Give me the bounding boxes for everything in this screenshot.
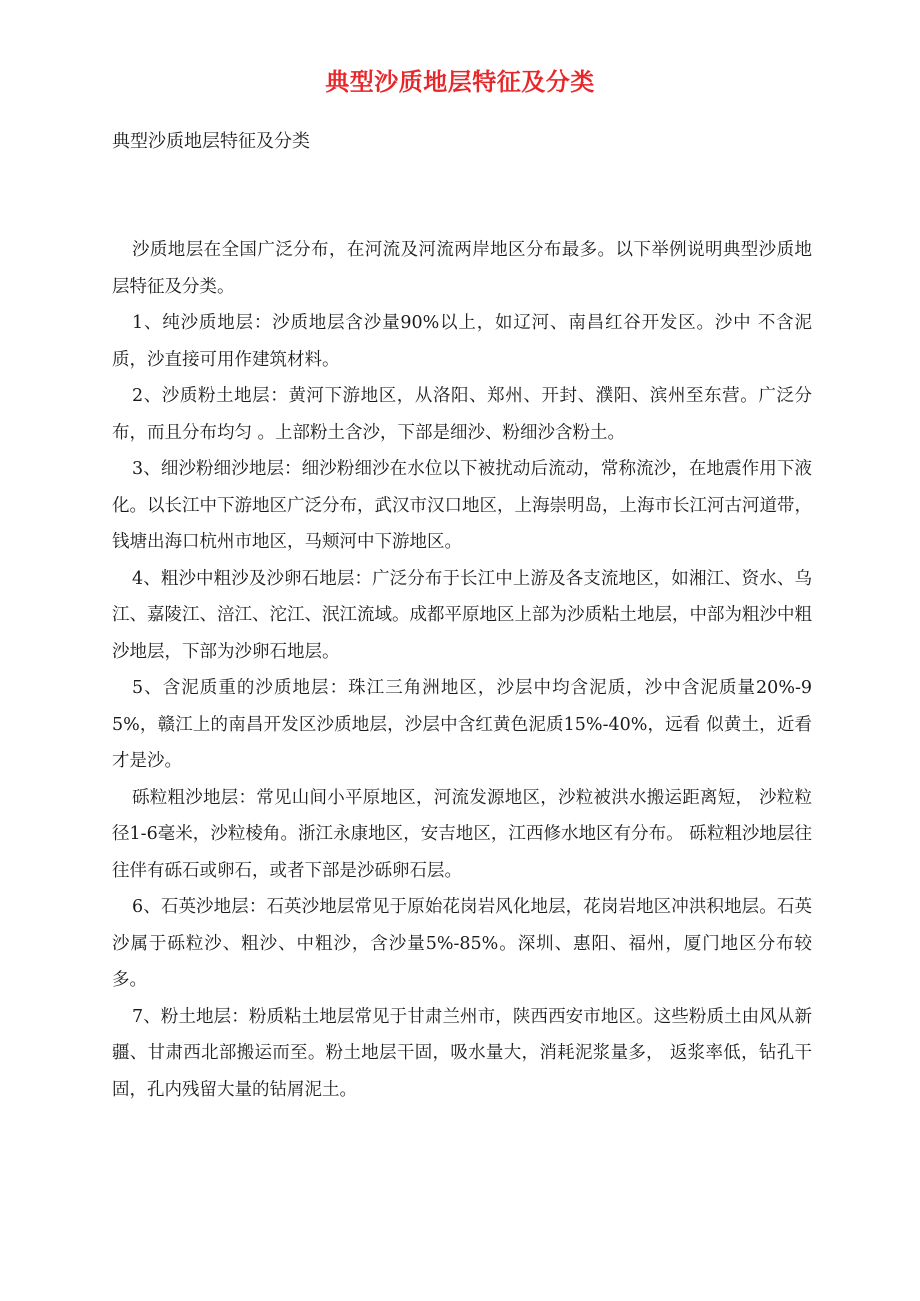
document-subtitle: 典型沙质地层特征及分类 — [112, 131, 310, 152]
document-body — [112, 232, 812, 1108]
document-title: 典型沙质地层特征及分类 — [325, 67, 595, 96]
paragraph-intro: 沙质地层在全国广泛分布，在河流及河流两岸地区分布最多。以下举例说明典型沙质地层特征及分类。 — [112, 240, 812, 297]
paragraph-quartz-sand: 6、石英沙地层：石英沙地层常见于原始花岗岩风化地层，花岗岩地区冲洪积地层。石英沙属于砾粒沙、粗沙、中粗沙，含沙量5%-85%。深圳、惠阳、福州，厦门地区分布较多。 — [112, 897, 812, 990]
paragraph-fine-sand: 3、细沙粉细沙地层：细沙粉细沙在水位以下被扰动后流动，常称流沙，在地震作用下液化。以长江中下游地区广泛分布，武汉市汉口地区，上海崇明岛，上海市长江河古河道带，钱塘出海口杭州市地区，马颊河中下游地区。 — [112, 459, 812, 552]
paragraph-pure-sand: 1、纯沙质地层：沙质地层含沙量90%以上，如辽河、南昌红谷开发区。沙中 不含泥质，沙直接可用作建筑材料。 — [112, 313, 812, 370]
paragraph-gravel-sand: 砾粒粗沙地层：常见山间小平原地区，河流发源地区，沙粒被洪水搬运距离短， 沙粒粒径1-6毫米，沙粒棱角。浙江永康地区，安吉地区，江西修水地区有分布。 砾粒粗沙地层往往伴有砾石或卵石，或者下部是沙砾卵石层。 — [112, 787, 812, 881]
paragraph-muddy-sand: 5、含泥质重的沙质地层：珠江三角洲地区，沙层中均含泥质，沙中含泥质量20%-95%，赣江上的南昌开发区沙质地层，沙层中含红黄色泥质15%-40%，远看 似黄土，近看才是沙。 — [112, 678, 812, 771]
paragraph-coarse-sand: 4、粗沙中粗沙及沙卵石地层：广泛分布于长江中上游及各支流地区，如湘江、资水、乌江、嘉陵江、涪江、沱江、泯江流域。成都平原地区上部为沙质粘土地层，中部为粗沙中粗沙地层，下部为沙卵石地层。 — [112, 568, 812, 662]
paragraph-sandy-silt: 2、沙质粉土地层：黄河下游地区，从洛阳、郑州、开封、濮阳、滨州至东营。广泛分布，而且分布均匀 。上部粉土含沙，下部是细沙、粉细沙含粉土。 — [112, 386, 812, 443]
paragraph-silt: 7、粉土地层：粉质粘土地层常见于甘肃兰州市，陕西西安市地区。这些粉质土由风从新疆、甘肃西北部搬运而至。粉土地层干固，吸水量大，消耗泥浆量多， 返浆率低，钻孔干固，孔内残留大量的钻屑泥土。 — [112, 1006, 812, 1100]
